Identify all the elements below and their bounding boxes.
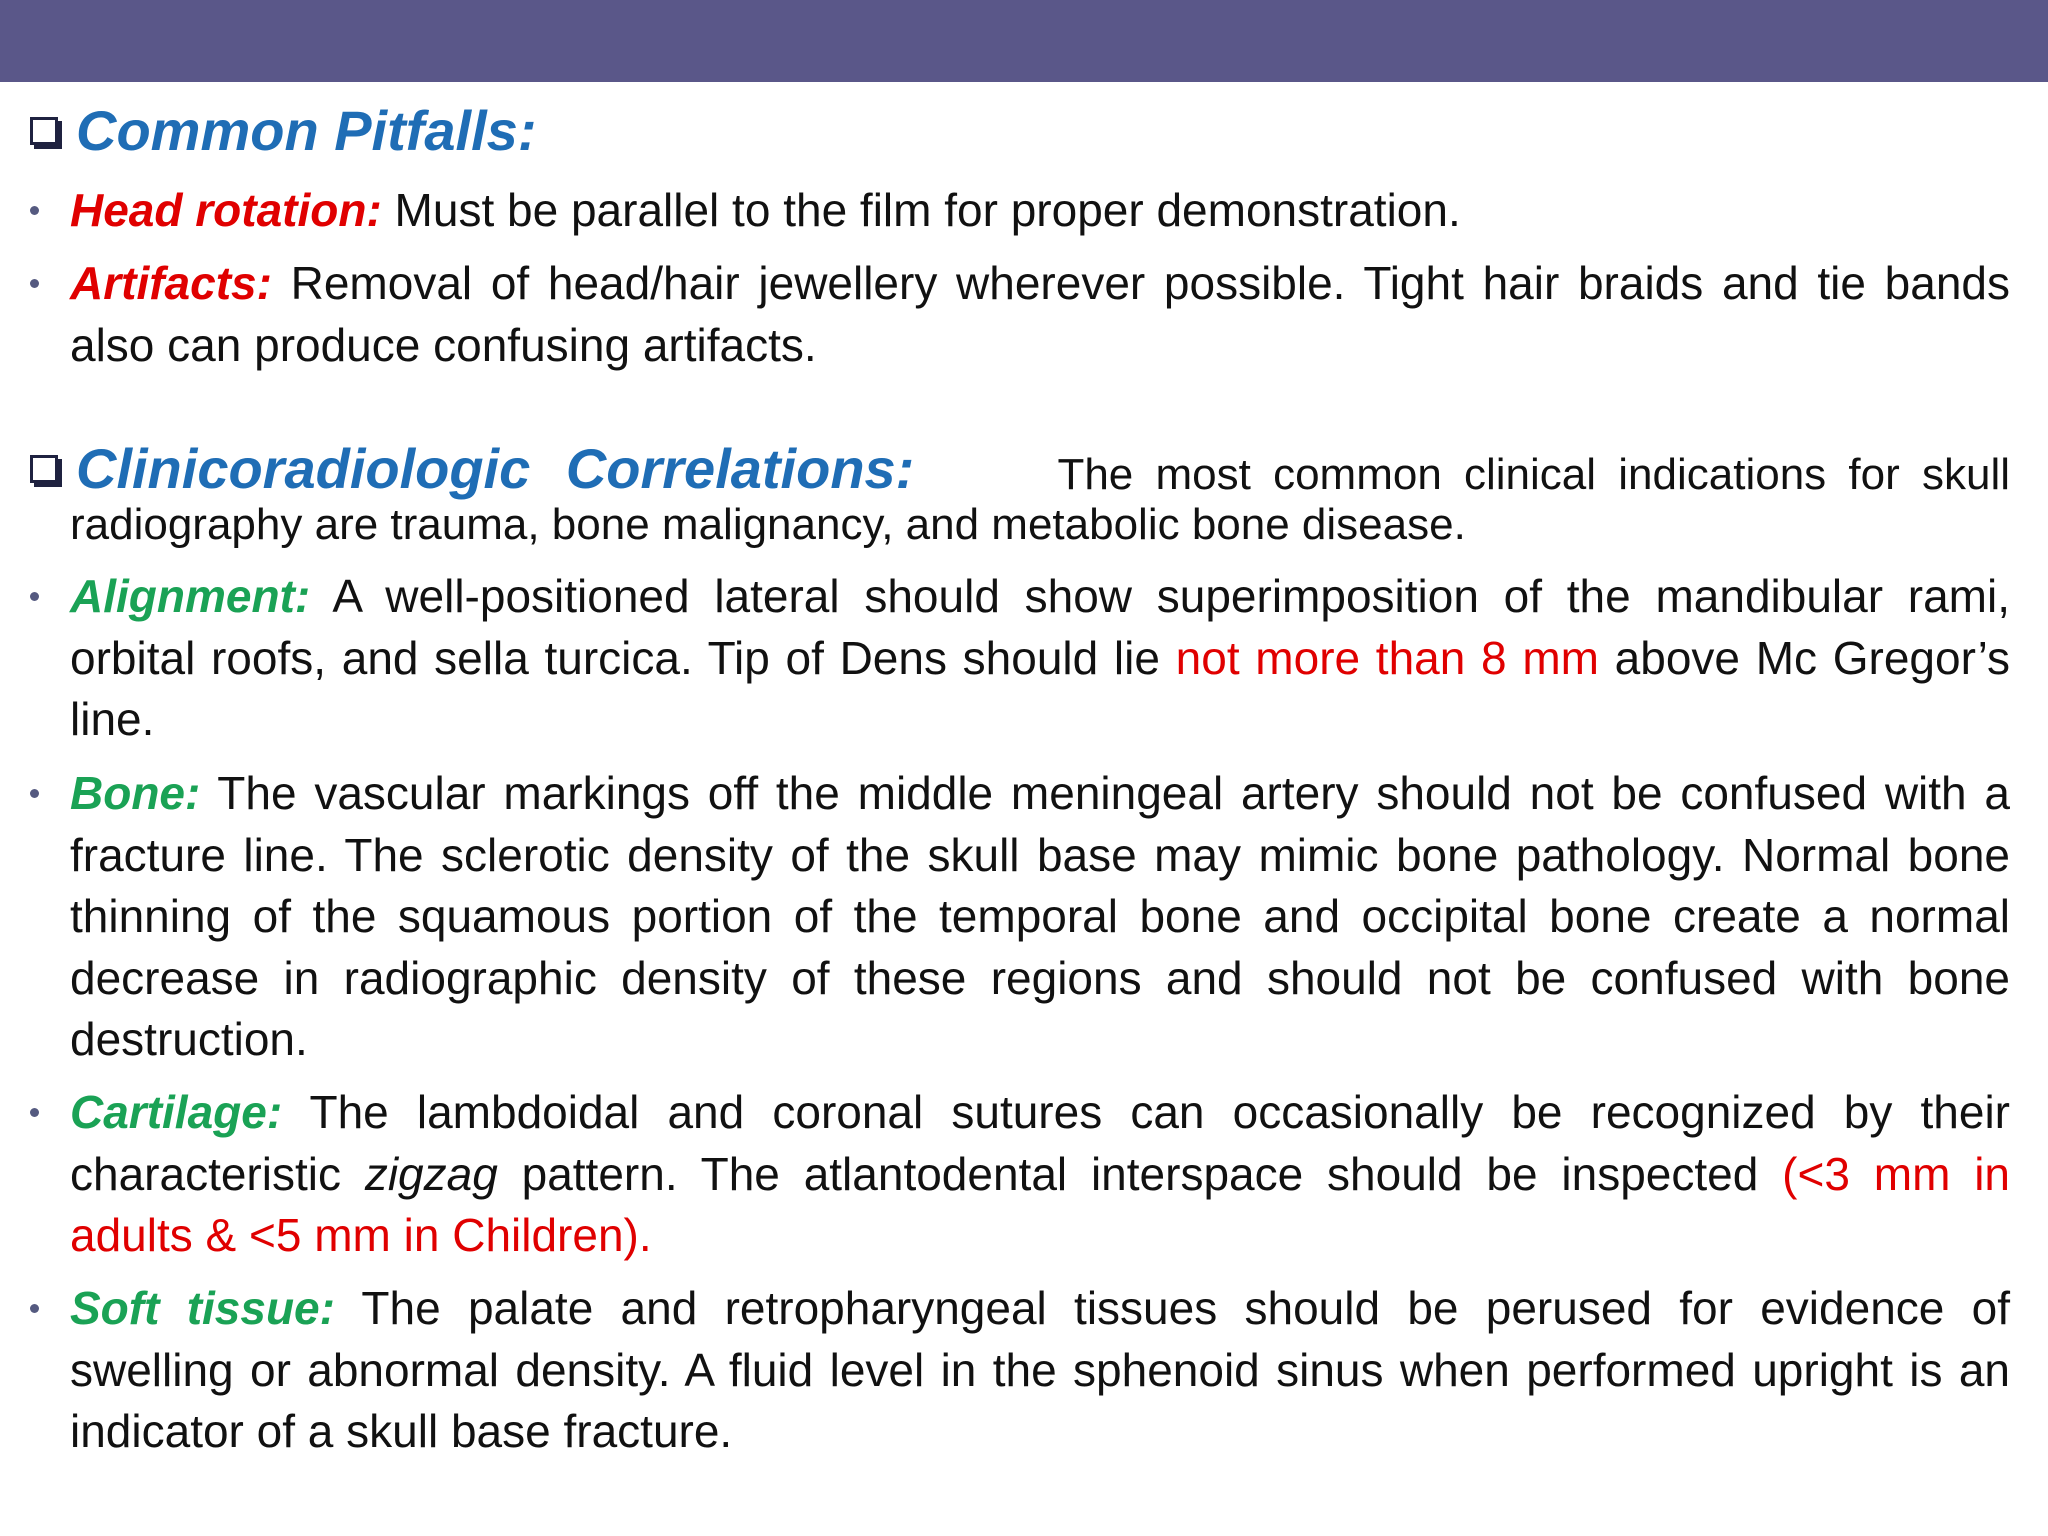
correlation-term: Cartilage: xyxy=(70,1086,283,1138)
bullet-dot-icon xyxy=(30,592,39,601)
pitfalls-heading: Common Pitfalls: xyxy=(76,99,537,162)
correlation-item-text xyxy=(70,1082,2010,1267)
checkbox-square-icon xyxy=(30,117,58,145)
bullet-dot-icon xyxy=(30,1108,39,1117)
correlations-heading-line xyxy=(76,436,2010,502)
correlation-description: The lambdoidal and coronal sutures can occasionally be recognized by their characteristic xyxy=(70,1086,2010,1200)
bullet-dot-icon xyxy=(30,1304,39,1313)
highlight-measurement: (<3 mm in adults & <5 mm in Children). xyxy=(70,1147,2011,1261)
pitfall-item-text xyxy=(70,180,2010,242)
correlation-item-text xyxy=(70,763,2010,1071)
correlations-intro-line2: radiography are trauma, bone malignancy, and metabolic bone disease. xyxy=(70,500,1466,549)
pitfall-term: Head rotation: xyxy=(70,184,382,236)
correlation-description: A well-positioned lateral should show superimposition of the mandibular rami, orbital roofs, and sella turcica. Tip of Dens should lie xyxy=(70,570,2010,684)
highlight-measurement: not more than 8 mm xyxy=(1175,631,1599,684)
correlations-heading-row xyxy=(30,436,2010,556)
pitfalls-heading-row xyxy=(30,98,2010,168)
correlations-intro-line1: The most common clinical indications for skull xyxy=(1057,450,2010,499)
italic-term: zigzag xyxy=(364,1147,498,1200)
correlation-item-text xyxy=(70,1278,2010,1463)
bullet-dot-icon xyxy=(30,279,39,288)
correlation-term: Soft tissue: xyxy=(70,1282,335,1334)
correlation-description: The palate and retropharyngeal tissues should be perused for evidence of swelling or abnormal density. A fluid level in the sphenoid sinus when performed upright is an indicator of a skull base fracture. xyxy=(70,1282,2010,1457)
pitfall-term: Artifacts: xyxy=(70,257,272,309)
correlation-term: Bone: xyxy=(70,767,201,819)
pitfall-description: Removal of head/hair jewellery wherever possible. Tight hair braids and tie bands also can produce confusing artifacts. xyxy=(70,257,2010,371)
pitfall-description: Must be parallel to the film for proper demonstration. xyxy=(381,184,1461,236)
correlation-item-text xyxy=(70,566,2010,751)
correlation-description-end: above Mc Gregor’s line. xyxy=(70,631,2010,745)
correlation-term: Alignment: xyxy=(70,570,311,622)
correlation-description: The vascular markings off the middle meningeal artery should not be confused with a fracture line. The sclerotic density of the skull base may mimic bone pathology. Normal bone thinning of the squamous portion of the temporal bone and occipital bone create a normal decrease in radiographic density of these regions and should not be confused with bone destruction. xyxy=(70,767,2010,1065)
bullet-dot-icon xyxy=(30,789,39,798)
correlation-description-mid: pattern. The atlantodental interspace should be inspected xyxy=(497,1147,1783,1200)
pitfall-item-text xyxy=(70,253,2010,376)
bullet-dot-icon xyxy=(30,206,39,215)
correlations-heading: Clinicoradiologic Correlations: xyxy=(76,437,915,500)
checkbox-square-icon xyxy=(30,455,58,483)
